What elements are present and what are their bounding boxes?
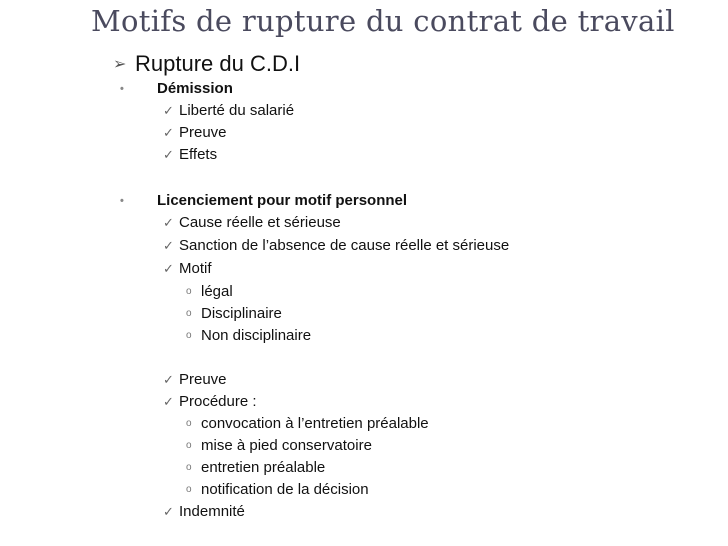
check-bullet-icon: ✓ xyxy=(163,146,174,162)
circle-bullet-icon: o xyxy=(186,462,192,473)
list-item-text: entretien préalable xyxy=(201,459,326,476)
check-bullet-icon: ✓ xyxy=(163,214,174,230)
dot-bullet-icon: • xyxy=(120,82,124,95)
level2-item xyxy=(120,192,407,209)
list-item-text: Disciplinaire xyxy=(201,305,282,322)
list-item-text: Preuve xyxy=(179,371,227,388)
list-item-text: Preuve xyxy=(179,124,227,141)
list-item-text: Liberté du salarié xyxy=(179,102,295,119)
level4-item xyxy=(186,327,311,344)
check-bullet-icon: ✓ xyxy=(163,237,174,253)
list-item-text: notification de la décision xyxy=(201,481,369,498)
level3-item xyxy=(163,260,212,277)
level4-item xyxy=(186,437,372,454)
check-bullet-icon: ✓ xyxy=(163,260,174,276)
level4-item xyxy=(186,481,369,498)
list-item-text: mise à pied conservatoire xyxy=(201,437,372,454)
circle-bullet-icon: o xyxy=(186,330,192,341)
check-bullet-icon: ✓ xyxy=(163,371,174,387)
level3-item xyxy=(163,214,341,231)
list-item-text: Cause réelle et sérieuse xyxy=(179,214,341,231)
level4-item xyxy=(186,283,233,300)
level1-item xyxy=(113,51,300,77)
slide-title: Motifs de rupture du contrat de travail xyxy=(91,4,675,38)
level3-item xyxy=(163,237,509,254)
level3-item xyxy=(163,393,257,410)
list-item-text: Non disciplinaire xyxy=(201,327,312,344)
dot-bullet-icon: • xyxy=(120,194,124,207)
check-bullet-icon: ✓ xyxy=(163,503,174,519)
circle-bullet-icon: o xyxy=(186,440,192,451)
list-item-text: convocation à l’entretien préalable xyxy=(201,415,429,432)
level3-item xyxy=(163,371,227,388)
level4-item xyxy=(186,415,429,432)
level3-item xyxy=(163,102,294,119)
circle-bullet-icon: o xyxy=(186,484,192,495)
level3-item xyxy=(163,503,245,520)
section-heading: Rupture du C.D.I xyxy=(135,51,301,76)
check-bullet-icon: ✓ xyxy=(163,102,174,118)
list-item-text: Effets xyxy=(179,146,218,163)
level2-item xyxy=(120,80,233,97)
circle-bullet-icon: o xyxy=(186,308,192,319)
level4-item xyxy=(186,305,282,322)
check-bullet-icon: ✓ xyxy=(163,124,174,140)
circle-bullet-icon: o xyxy=(186,418,192,429)
check-bullet-icon: ✓ xyxy=(163,393,174,409)
list-item-text: Indemnité xyxy=(179,503,245,520)
circle-bullet-icon: o xyxy=(186,286,192,297)
level4-item xyxy=(186,459,325,476)
licenciement-label: Licenciement pour motif personnel xyxy=(157,192,408,209)
list-item-text: Procédure : xyxy=(179,393,257,410)
level3-item xyxy=(163,146,217,163)
level3-item xyxy=(163,124,227,141)
arrow-bullet-icon: ➢ xyxy=(113,56,127,73)
list-item-text: Sanction de l’absence de cause réelle et sérieuse xyxy=(179,237,510,254)
list-item-text: légal xyxy=(201,283,233,300)
list-item-text: Motif xyxy=(179,260,212,277)
demission-label: Démission xyxy=(157,80,233,97)
